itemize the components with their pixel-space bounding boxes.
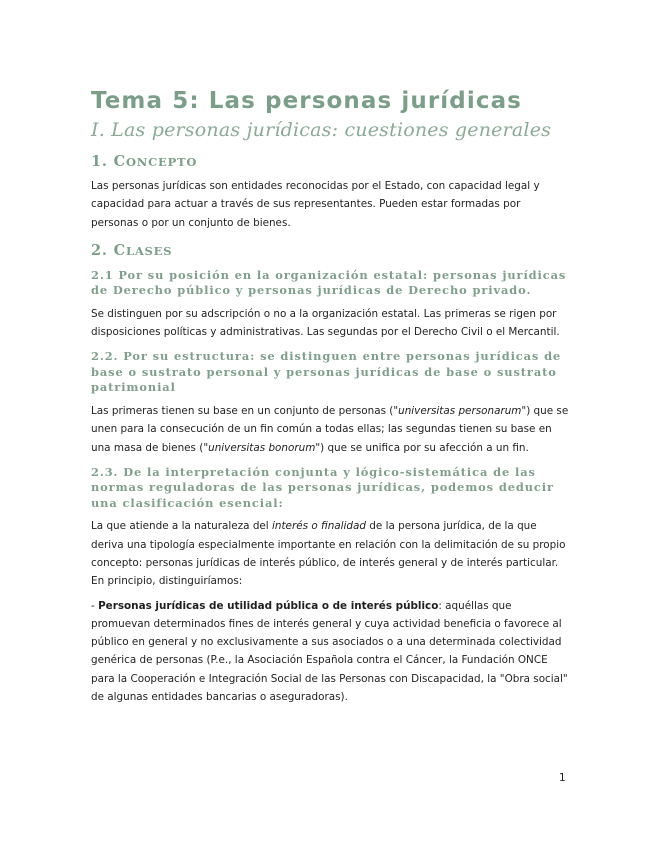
list-dash: - [91, 599, 99, 612]
text-run: ") que se unifica por su afección a un fin. [315, 441, 529, 454]
subsection-heading-2-3: 2.3. De la interpretación conjunta y lógico-sistemática de las normas reguladoras de las personas jurídicas, podemos deducir una clasificación esencial: [91, 464, 554, 510]
section-rest: LASES [125, 243, 173, 258]
section-number: 1. [91, 153, 108, 170]
text-run: de la persona jurídica, de la que deriva una tipología especialmente importante en relación con la delimitación de su propio concepto: personas jurídicas de interés público, de interés general y de interés particular. En principio, distinguiríamos: [91, 520, 566, 588]
paragraph-2-2 [91, 402, 571, 457]
subsection-heading-2-1: 2.1 Por su posición en la organización estatal: personas jurídicas de Derecho público y personas jurídicas de Derecho privado. [91, 267, 567, 298]
section-heading-clases [91, 242, 571, 260]
latin-term: universitas personarum [398, 404, 522, 417]
text-run: : aquéllas que promuevan determinados fines de interés general y cuya actividad beneficia o favorece al público en general y no exclusivamente a sus asociados o a una determinada colectividad genérica de personas (P.e., la Asociación Española contra el Cáncer, la Fundación ONCE para la Cooperación e Integración Social de las Personas con Discapacidad, la "Obra social" de algunas entidades bancarias o aseguradoras). [91, 599, 568, 704]
page-number: 1 [559, 772, 566, 784]
section-number: 2. [91, 241, 108, 259]
emphasis: interés o finalidad [272, 520, 366, 533]
section-initial: C [113, 153, 126, 170]
subsection-heading-2-2: 2.2. Por su estructura: se distinguen entre personas jurídicas de base o sustrato personal y personas jurídicas de base o sustrato patrimonial [91, 349, 562, 395]
paragraph-2-3 [91, 517, 571, 590]
paragraph-concepto: Las personas jurídicas son entidades reconocidas por el Estado, con capacidad legal y capacidad para actuar a través de sus representantes. Pueden estar formadas por personas o por un conjunto de bienes. [91, 180, 540, 229]
text-run: Las primeras tienen su base en un conjunto de personas (" [91, 404, 399, 417]
section-initial: C [113, 241, 126, 259]
bold-term: Personas jurídicas de utilidad pública o de interés público [98, 599, 439, 612]
document-body [91, 86, 571, 712]
latin-term: universitas bonorum [208, 441, 316, 454]
paragraph-interes-publico [91, 597, 571, 707]
text-run: La que atiende a la naturaleza del [91, 520, 272, 533]
text-run: ") que se unen para la consecución de un fin común a todas ellas; las segundas tienen su base en una masa de bienes (" [91, 404, 569, 454]
paragraph-2-1: Se distinguen por su adscripción o no a la organización estatal. Las primeras se rigen por disposiciones políticas y administrativas. Las segundas por el Derecho Civil o el Mercantil. [91, 307, 560, 339]
section-heading-concepto [91, 153, 571, 171]
section-rest: ONCEPTO [125, 155, 198, 169]
page-subtitle: I. Las personas jurídicas: cuestiones generales [91, 119, 552, 141]
page-title: Tema 5: Las personas jurídicas [91, 88, 522, 114]
